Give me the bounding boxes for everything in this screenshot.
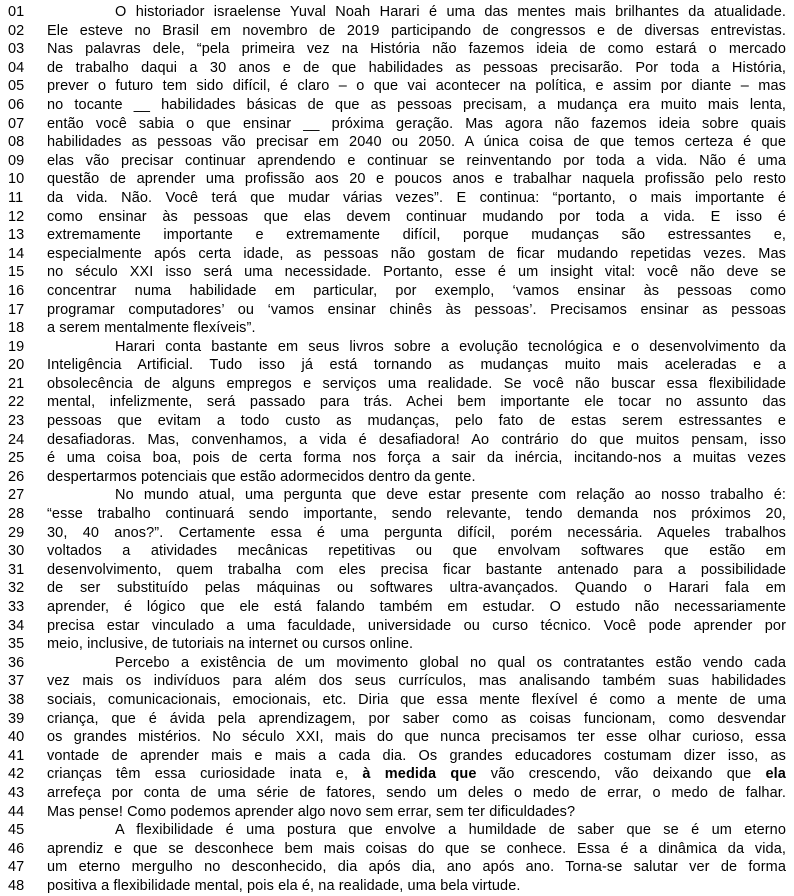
text-line (8, 858, 786, 877)
text-line (8, 449, 786, 468)
text-line (8, 301, 786, 320)
line-number: 16 (8, 282, 25, 299)
line-number: 13 (8, 227, 25, 244)
text-line (8, 784, 786, 803)
line-text: no século XXI isso será uma necessidade. Portanto, esse é um insight vital: você não deve se (47, 264, 786, 281)
line-text: aprender, é lógico que ele está falando também em estudar. O estudo não necessariamente (47, 599, 786, 615)
text-line (8, 431, 786, 450)
line-text: crianças têm essa curiosidade inata e, à medida que vão crescendo, vão deixando que ela (47, 766, 786, 783)
line-text: questão de aprender uma profissão aos 20 e poucos anos e trabalhar naquela profissão pelo resto (47, 171, 786, 188)
line-text: arrefeça por conta de uma série de fatores, sendo um deles o medo de errar, o medo de falhar. (47, 784, 786, 801)
line-text: elas vão precisar continuar aprendendo e continuar se reinventando por toda a vida. Não é uma (47, 152, 786, 169)
line-text: a serem mentalmente flexíveis”. (47, 320, 256, 337)
line-number: 32 (8, 580, 25, 597)
text-line (8, 40, 786, 59)
text-line (8, 672, 786, 691)
line-text: sociais, comunicacionais, emocionais, etc. Diria que essa mente flexível é como a mente de uma (47, 691, 786, 708)
text-line (8, 263, 786, 282)
text-line (8, 152, 786, 171)
line-text: meio, inclusive, de tutoriais na internet ou cursos online. (47, 636, 414, 653)
line-text: Mas pense! Como podemos aprender algo novo sem errar, sem ter dificuldades? (47, 803, 576, 820)
text-line (8, 710, 786, 729)
line-number: 46 (8, 840, 25, 857)
line-number: 19 (8, 338, 25, 355)
line-number: 24 (8, 431, 25, 448)
text-line (8, 412, 786, 431)
line-number: 23 (8, 413, 25, 430)
line-text: Nas palavras dele, “pela primeira vez na História não fazemos ideia de como estará o mercado (47, 41, 786, 58)
line-text: despertarmos potenciais que estão adormecidos dentro da gente. (47, 468, 476, 485)
line-text: Percebo a existência de um movimento global no qual os contratantes estão vendo cada (115, 654, 786, 671)
line-number: 04 (8, 59, 25, 76)
text-line (8, 505, 786, 524)
line-text: positiva a flexibilidade mental, pois ela é, na realidade, uma bela virtude. (47, 877, 521, 894)
text-line (8, 654, 786, 673)
line-text: prever o futuro tem sido difícil, é claro – o que vai acontecer na política, e assim por diante – mas (47, 78, 786, 95)
text-line (8, 170, 786, 189)
text-line (8, 96, 786, 115)
line-text: pessoas que evitam a todo custo as mudanças, pelo fato de estas serem estressantes e (47, 413, 786, 430)
line-number: 10 (8, 171, 25, 188)
text-line (8, 226, 786, 245)
text-line (8, 747, 786, 766)
text-line (8, 375, 786, 394)
text-line (8, 282, 786, 301)
line-number: 43 (8, 784, 25, 801)
line-number: 17 (8, 301, 25, 318)
text-line (8, 877, 786, 896)
text-line (8, 561, 786, 580)
line-number: 30 (8, 543, 25, 560)
line-number: 29 (8, 524, 25, 541)
text-body (8, 3, 786, 896)
line-number: 28 (8, 506, 25, 523)
text-line (8, 524, 786, 543)
text-line (8, 77, 786, 96)
text-line (8, 598, 786, 617)
line-text: No mundo atual, uma pergunta que deve estar presente com relação ao nosso trabalho é: (115, 487, 786, 504)
line-text: então você sabia o que ensinar __ próxima geração. Mas agora não fazemos ideia sobre quais (47, 115, 786, 132)
line-number: 25 (8, 450, 25, 467)
text-line (8, 840, 786, 859)
line-number: 36 (8, 654, 25, 671)
line-text: os grandes mistérios. No século XXI, mais do que nunca precisamos ter esse olhar curioso, essa (47, 729, 786, 746)
text-line (8, 338, 786, 357)
line-text: desafiadoras. Mas, convenhamos, a vida é desafiadora! Ao contrário do que muitos pensam, isso (47, 431, 786, 448)
line-number: 37 (8, 673, 25, 690)
line-number: 21 (8, 375, 25, 392)
line-text: especialmente após certa idade, as pessoas não gostam de ficar mudando repetidas vezes. Mas (47, 245, 786, 262)
line-text: vontade de aprender mais e mais a cada dia. Os grandes educadores costumam dizer isso, as (47, 747, 786, 764)
text-line (8, 617, 786, 636)
line-number: 03 (8, 41, 25, 58)
line-text: 30, 40 anos?”. Certamente essa é uma pergunta difícil, porém necessária. Aqueles trabalhos (47, 524, 786, 541)
line-number: 40 (8, 729, 25, 746)
line-text: voltados a atividades mecânicas repetitivas ou que envolvam softwares que estão em (47, 543, 786, 560)
line-number: 47 (8, 859, 25, 876)
text-line (8, 468, 786, 487)
line-number: 27 (8, 487, 25, 504)
line-number: 18 (8, 320, 25, 337)
line-number: 06 (8, 96, 25, 113)
line-number: 02 (8, 22, 25, 39)
text-line (8, 356, 786, 375)
line-number: 08 (8, 134, 25, 151)
line-number: 39 (8, 710, 25, 727)
text-line (8, 691, 786, 710)
line-text: obsolecência de alguns empregos e serviços uma realidade. Se você não buscar essa flexibilidade (47, 375, 786, 392)
line-number: 05 (8, 78, 25, 95)
line-number: 45 (8, 822, 25, 839)
line-text: programar computadores’ ou ‘vamos ensinar chinês às pessoas’. Precisamos ensinar as pessoas (47, 301, 786, 318)
line-number: 33 (8, 599, 25, 615)
line-text: é uma coisa boa, pois de certa forma nos força a sair da inércia, incitando-nos a muitas vezes (47, 450, 786, 467)
text-line (8, 245, 786, 264)
line-number: 34 (8, 617, 25, 634)
line-number: 22 (8, 394, 25, 411)
line-number: 31 (8, 561, 25, 578)
line-text: A flexibilidade é uma postura que envolve a humildade de saber que se é um eterno (115, 822, 786, 839)
text-line (8, 393, 786, 412)
line-text: concentrar numa habilidade em particular, por exemplo, ‘vamos ensinar às pessoas como (47, 282, 786, 299)
line-number: 14 (8, 245, 25, 262)
line-text: Harari conta bastante em seus livros sobre a evolução tecnológica e o desenvolvimento da (115, 338, 786, 355)
text-line (8, 59, 786, 78)
line-text: vez mais os indivíduos para além dos seus currículos, mas analisando também suas habilidades (47, 673, 786, 690)
line-number: 41 (8, 747, 25, 764)
line-number: 35 (8, 636, 25, 653)
line-text: Ele esteve no Brasil em novembro de 2019 participando de congressos e de diversas entrevistas. (47, 22, 786, 39)
line-text: habilidades as pessoas vão precisar em 2040 ou 2050. A única coisa de que temos certeza é que (47, 134, 786, 151)
line-text: desenvolvimento, quem trabalha com eles precisa ficar bastante antenado para a possibilidade (47, 561, 786, 578)
text-line (8, 579, 786, 598)
line-text: da vida. Não. Você terá que mudar várias vezes”. E continua: “portanto, o mais importante é (47, 189, 786, 206)
line-number: 44 (8, 803, 25, 820)
text-line (8, 115, 786, 134)
line-number: 15 (8, 264, 25, 281)
line-number: 09 (8, 152, 25, 169)
line-text: mental, infelizmente, será passado para trás. Achei bem importante ele tocar no assunto das (47, 394, 786, 411)
text-line (8, 542, 786, 561)
line-text: “esse trabalho continuará sendo importante, sendo relevante, tendo demanda nos próximos 20, (47, 506, 786, 523)
text-line (8, 133, 786, 152)
text-line (8, 22, 786, 41)
line-text: de ser substituído pelas máquinas ou softwares ultra-avançados. Quando o Harari fala em (47, 580, 786, 597)
line-number: 11 (8, 189, 24, 206)
line-number: 12 (8, 208, 25, 225)
line-text: extremamente importante e extremamente difícil, porque mudanças são estressantes e, (47, 227, 786, 244)
line-number: 38 (8, 691, 25, 708)
text-line (8, 208, 786, 227)
line-number: 42 (8, 766, 25, 783)
line-number: 01 (8, 4, 25, 20)
line-text: O historiador israelense Yuval Noah Harari é uma das mentes mais brilhantes da atualidade. (115, 4, 786, 20)
line-number: 07 (8, 115, 25, 132)
line-text: de trabalho daqui a 30 anos e de que habilidades as pessoas precisarão. Por toda a História, (47, 59, 786, 76)
line-text: no tocante __ habilidades básicas de que as pessoas precisam, a mudança era muito mais lenta, (47, 96, 786, 113)
line-text: Inteligência Artificial. Tudo isso já está tornando as mudanças muito mais aceleradas e a (47, 357, 786, 374)
text-line (8, 189, 786, 208)
text-line (8, 635, 786, 654)
line-text: um eterno mergulho no desconhecido, dia após dia, ano após ano. Torna-se salutar ver de forma (47, 859, 786, 876)
line-text: aprendiz e que se desconhece bem mais coisas do que se conhece. Essa é a dinâmica da vida, (47, 840, 786, 857)
text-line (8, 319, 786, 338)
line-number: 20 (8, 357, 25, 374)
text-line (8, 3, 786, 22)
text-line (8, 728, 786, 747)
text-line (8, 765, 786, 784)
line-text: criança, que é ávida pela aprendizagem, por saber como as coisas funcionam, como desvendar (47, 710, 786, 727)
text-line (8, 803, 786, 822)
text-line (8, 821, 786, 840)
line-number: 48 (8, 877, 25, 894)
line-number: 26 (8, 468, 25, 485)
line-text: como ensinar às pessoas que elas devem continuar mudando por toda a vida. E isso é (47, 208, 786, 225)
text-line (8, 486, 786, 505)
line-text: precisa estar vinculado a uma faculdade, universidade ou curso técnico. Você pode aprender por (47, 617, 786, 634)
